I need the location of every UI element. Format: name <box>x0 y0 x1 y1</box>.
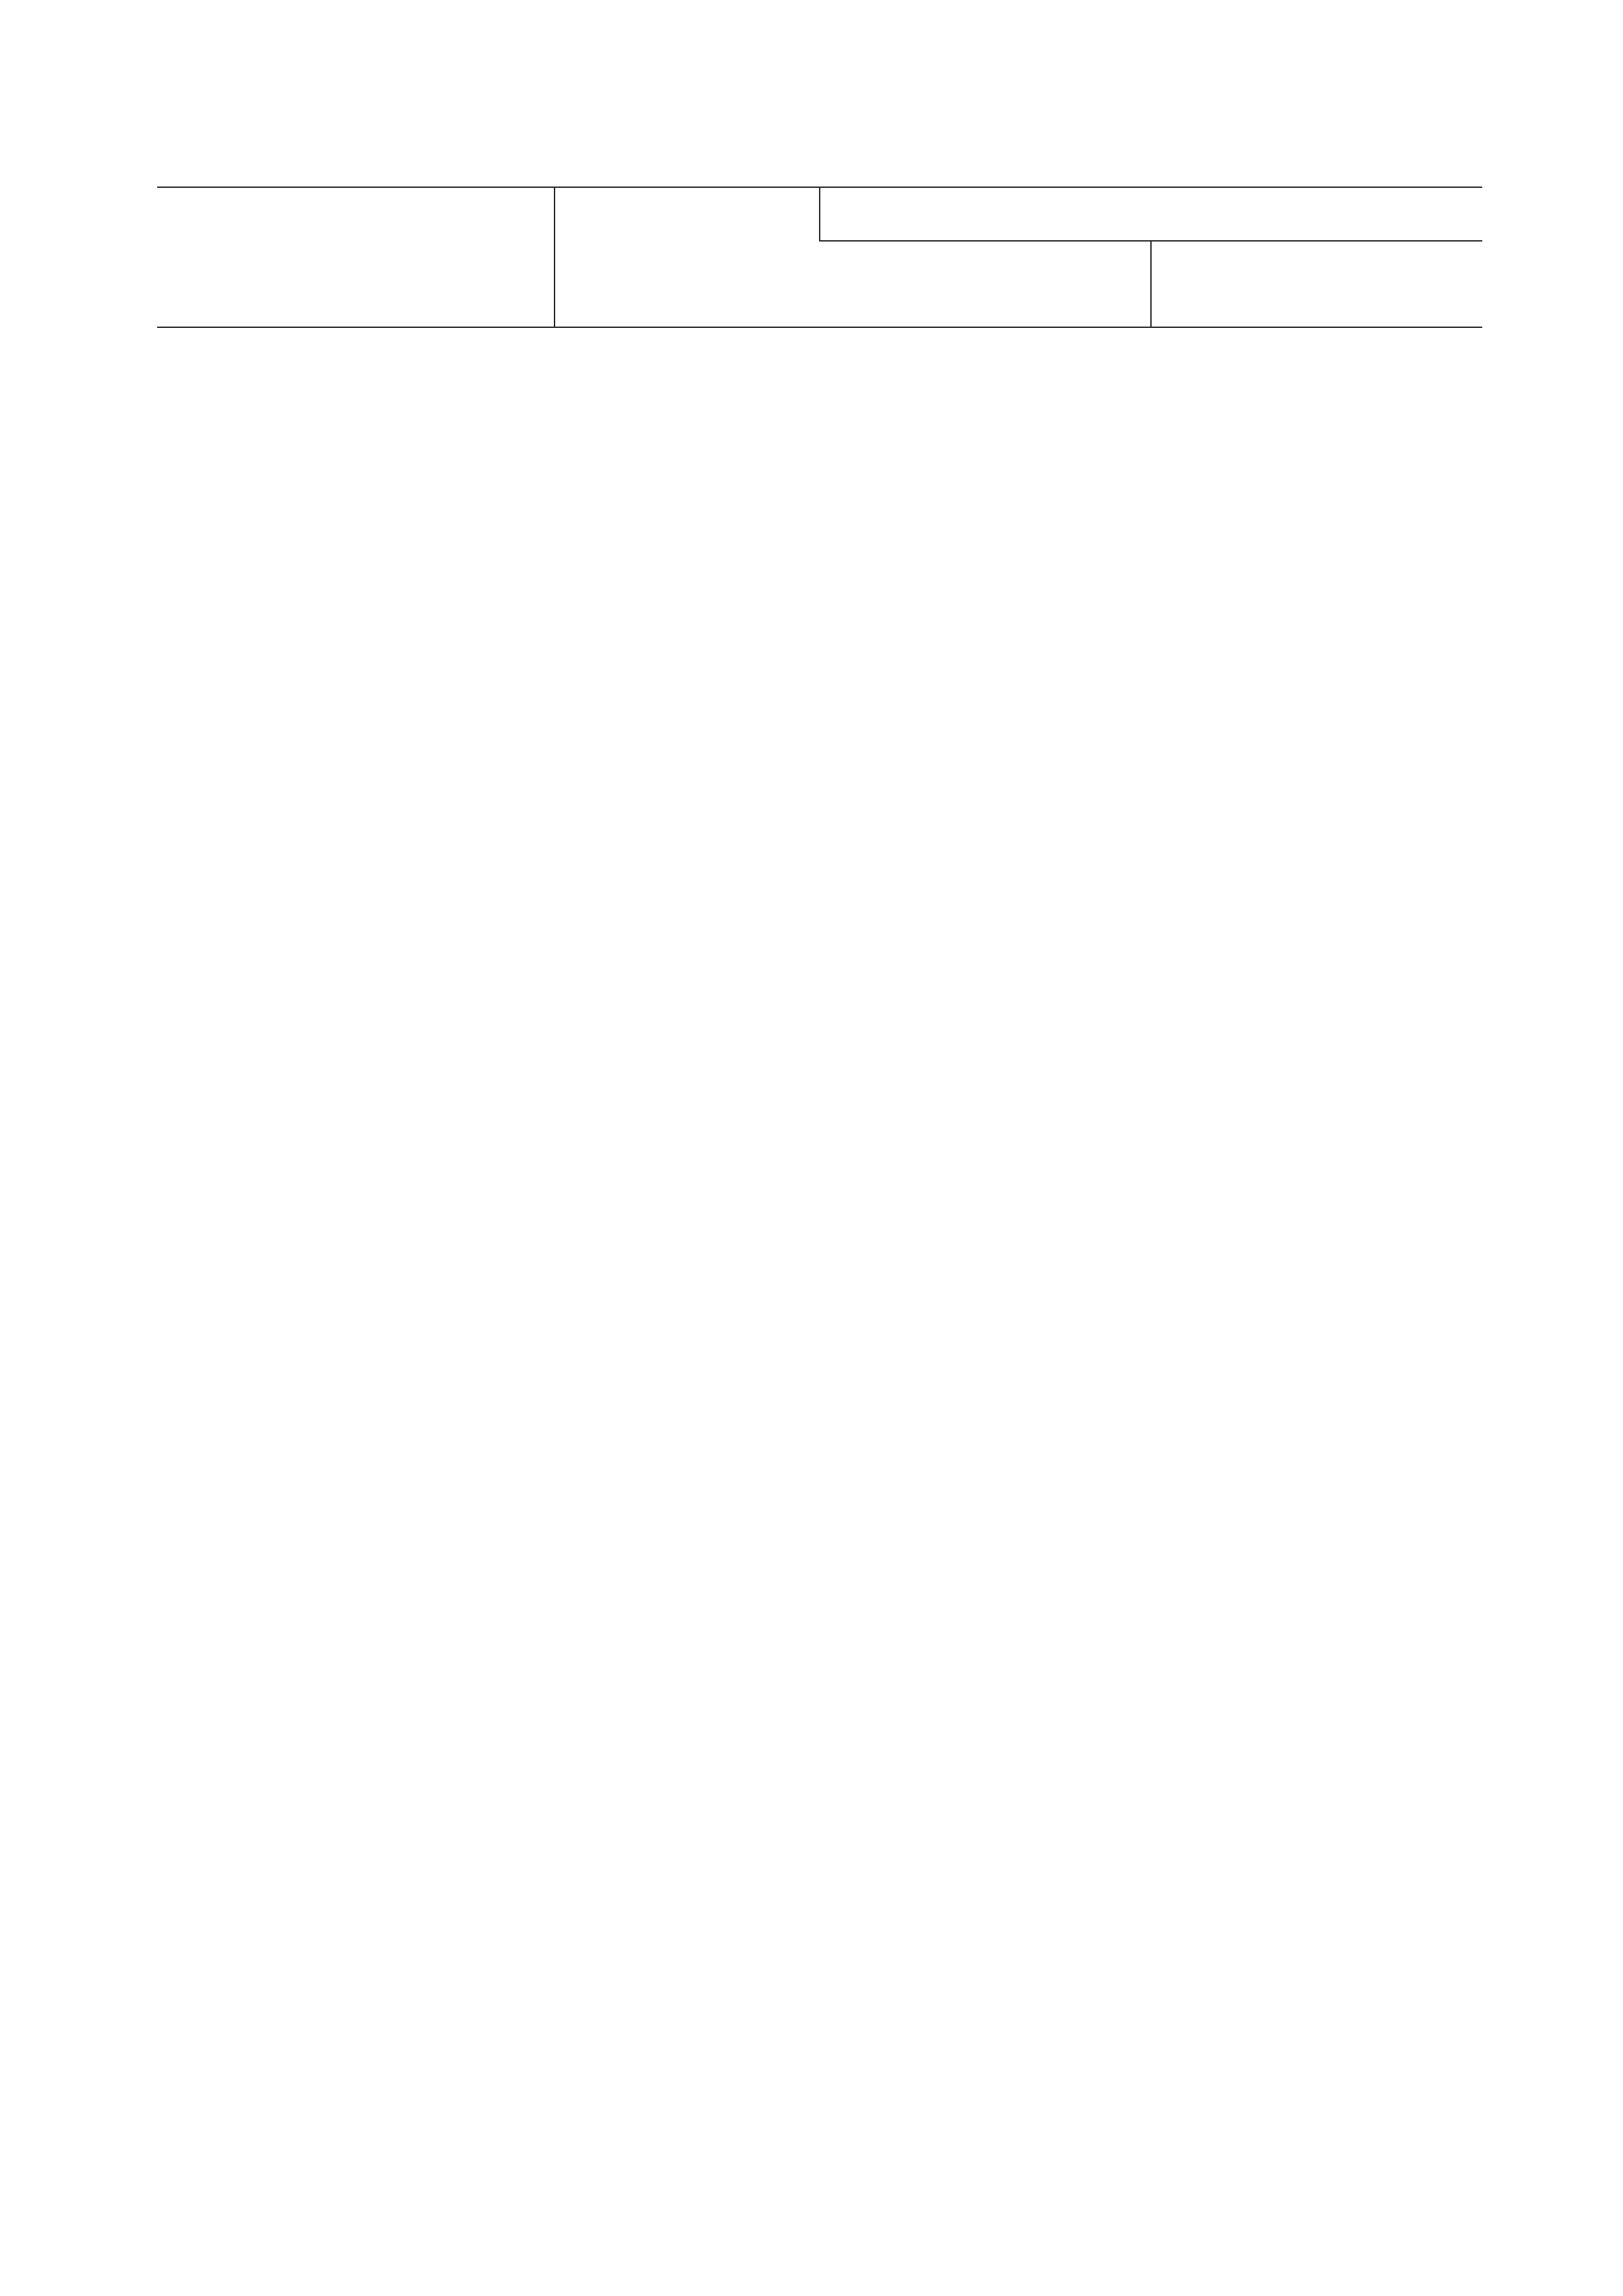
col-header-air <box>820 241 1151 327</box>
col-header-group <box>820 187 1482 241</box>
col-header-class <box>555 187 820 327</box>
document-body <box>157 147 1482 357</box>
col-header-name <box>157 187 555 327</box>
hazard-table <box>157 187 1482 328</box>
col-header-water <box>1151 241 1482 327</box>
